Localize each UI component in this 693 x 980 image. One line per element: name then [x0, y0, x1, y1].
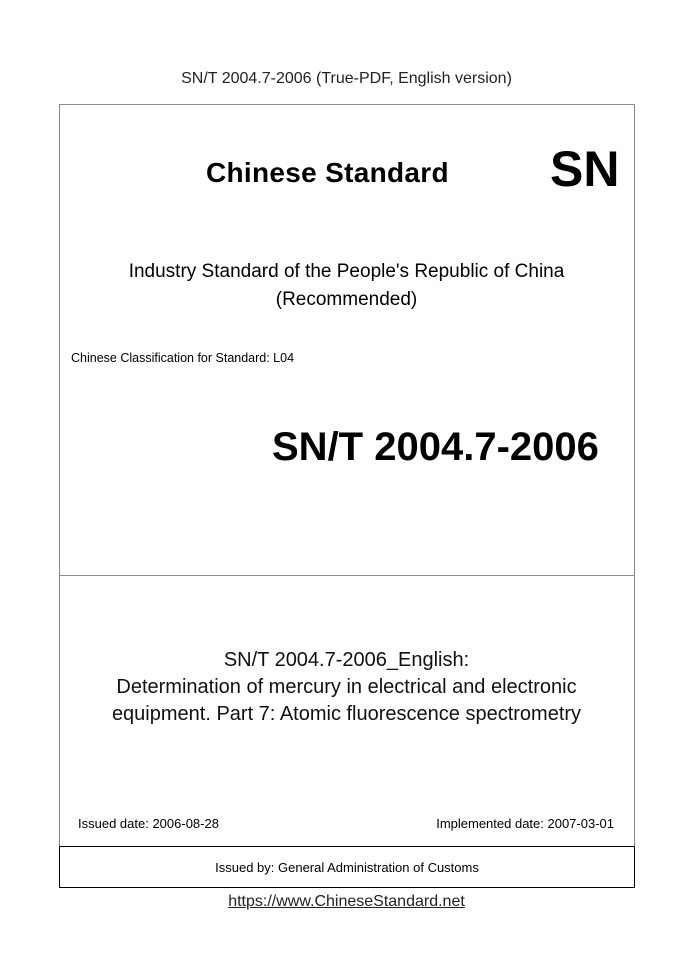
industry-standard-line — [0, 258, 693, 314]
industry-standard-text: Industry Standard of the People's Republic of China — [128, 261, 565, 282]
sn-mark: SN — [550, 141, 620, 197]
issued-date: Issued date: 2006-08-28 — [78, 816, 219, 831]
footer-website-link[interactable]: https://www.ChineseStandard.net — [228, 893, 465, 910]
recommended-text: (Recommended) — [275, 289, 418, 310]
issuer-box — [59, 846, 635, 888]
document-title-line-3: equipment. Part 7: Atomic fluorescence spectrometry — [111, 703, 582, 725]
implemented-date: Implemented date: 2007-03-01 — [436, 816, 614, 831]
document-title-line-1: SN/T 2004.7-2006_English: — [223, 649, 470, 671]
document-title — [0, 647, 693, 728]
cover-title: Chinese Standard — [206, 157, 449, 188]
page-header: SN/T 2004.7-2006 (True-PDF, English version) — [181, 70, 512, 87]
classification-text: Chinese Classification for Standard: L04 — [71, 351, 295, 365]
issuer-text: Issued by: General Administration of Customs — [215, 859, 479, 875]
standard-number: SN/T 2004.7-2006 — [272, 425, 599, 469]
document-title-line-2: Determination of mercury in electrical and electronic — [116, 676, 577, 698]
